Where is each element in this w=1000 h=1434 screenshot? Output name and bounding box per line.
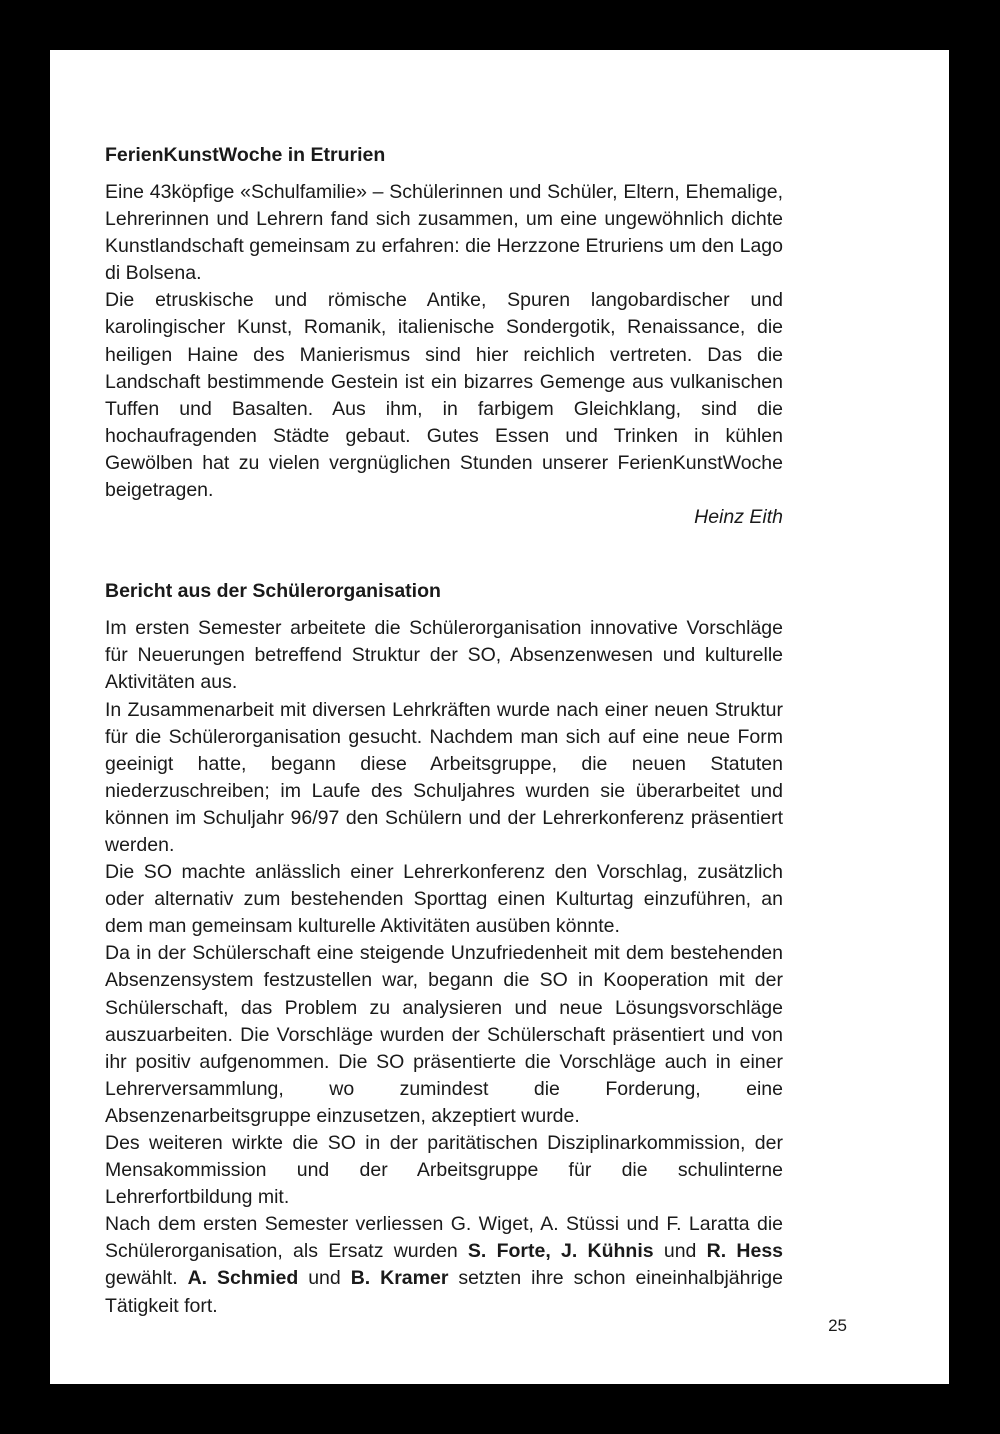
- text-run: setzten ihre schon eineinhalbjährige Tätigkeit fort.: [105, 1267, 783, 1317]
- paragraph: Die etruskische und römische Antike, Spuren langobardischer und karolingischer Kunst, Romanik, italienische Sondergotik, Renaissance, die heiligen Haine des Manierismus sind hier reichlich vertreten. Das die Landschaft bestimmende Gestein ist ein bizarres Gemenge aus vulkanischen Tuffen und Basalten. Aus ihm, in farbigem Gleichklang, sind die hochaufragenden Städte gebaut. Gutes Essen und Trinken in kühlen Gewölben hat zu vielen vergnüglichen Stunden unserer FerienKunstWoche beigetragen.: [105, 289, 783, 502]
- paragraph-final: [105, 1211, 783, 1319]
- bold-names: A. Schmied: [187, 1267, 299, 1290]
- section-title: Bericht aus der Schülerorganisation: [105, 580, 441, 603]
- document-page: [50, 50, 949, 1384]
- section-schuelerorganisation: [105, 578, 783, 1319]
- bold-names: S. Forte, J. Kühnis: [467, 1240, 654, 1263]
- paragraph: Im ersten Semester arbeitete die Schülerorganisation innovative Vorschläge für Neuerungen betreffend Struktur der SO, Absenzenwesen und kulturelle Aktivitäten aus.: [105, 617, 783, 694]
- paragraph: Da in der Schülerschaft eine steigende Unzufriedenheit mit dem bestehenden Absenzensystem festzustellen war, begann die SO in Kooperation mit der Schülerschaft, das Problem zu analysieren und neue Lösungsvorschläge auszuarbeiten. Die Vorschläge wurden der Schülerschaft präsentiert und von ihr positiv aufgenommen. Die SO präsentierte die Vorschläge auch in einer Lehrerversammlung, wo zumindest die Forderung, eine Absenzenarbeitsgruppe einzusetzen, akzeptiert wurde.: [105, 942, 783, 1127]
- author-signature: Heinz Eith: [694, 506, 783, 529]
- paragraph: Des weiteren wirkte die SO in der paritätischen Disziplinarkommission, der Mensakommission und der Arbeitsgruppe für die schulinterne Lehrerfortbildung mit.: [105, 1132, 783, 1209]
- bold-names: B. Kramer: [350, 1267, 449, 1290]
- section-ferienkunstwoche: [105, 142, 783, 531]
- paragraph: In Zusammenarbeit mit diversen Lehrkräften wurde nach einer neuen Struktur für die Schülerorganisation gesucht. Nachdem man sich auf eine neue Form geeinigt hatte, begann diese Arbeitsgruppe, die neuen Statuten niederzuschreiben; im Laufe des Schuljahres wurden sie überarbeitet und können im Schuljahr 96/97 den Schülern und der Lehrerkonferenz präsentiert werden.: [105, 698, 783, 856]
- text-run: und: [653, 1240, 707, 1263]
- section-title: FerienKunstWoche in Etrurien: [105, 144, 386, 166]
- bold-names: R. Hess: [706, 1240, 784, 1263]
- page-content: [105, 142, 783, 1320]
- text-run: gewählt.: [105, 1267, 188, 1290]
- text-run: und: [298, 1267, 351, 1290]
- paragraph: Die SO machte anlässlich einer Lehrerkonferenz den Vorschlag, zusätzlich oder alternativ zum bestehenden Sporttag einen Kulturtag einzuführen, an dem man gemeinsam kulturelle Aktivitäten ausüben könnte.: [105, 861, 783, 938]
- text-run: Nach dem ersten Semester verliessen G. Wiget, A. Stüssi und F. Laratta die Schülerorganisation, als Ersatz wurden: [105, 1213, 783, 1263]
- paragraph: Eine 43köpfige «Schulfamilie» – Schülerinnen und Schüler, Eltern, Ehemalige, Lehrerinnen und Lehrern fand sich zusammen, um eine ungewöhnlich dichte Kunstlandschaft gemeinsam zu erfahren: die Herzzone Etruriens um den Lago di Bolsena.: [105, 181, 783, 285]
- page-number: 25: [828, 1316, 847, 1335]
